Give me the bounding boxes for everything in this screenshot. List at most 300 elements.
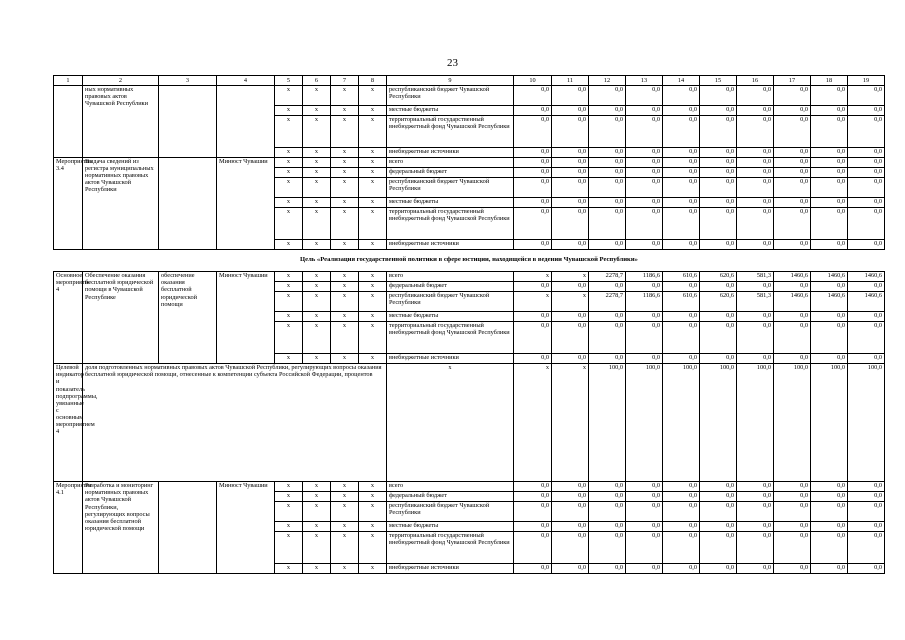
empty-cell <box>159 86 217 158</box>
value-cell: 0,0 <box>514 240 552 250</box>
value-cell: 0,0 <box>663 240 700 250</box>
value-cell: 610,6 <box>663 272 700 282</box>
funding-source-cell: республиканский бюджет Чувашской Республики <box>387 86 514 106</box>
code-cell: x <box>275 198 303 208</box>
column-header: 8 <box>359 76 387 86</box>
indicator-value-cell: 100,0 <box>589 364 626 482</box>
column-header: 17 <box>774 76 811 86</box>
value-cell: 0,0 <box>663 312 700 322</box>
value-cell: 0,0 <box>626 158 663 168</box>
value-cell: 0,0 <box>514 86 552 106</box>
value-cell: 0,0 <box>811 86 848 106</box>
indicator-value-cell: 100,0 <box>774 364 811 482</box>
empty-cell <box>159 158 217 250</box>
column-header: 13 <box>626 76 663 86</box>
value-cell: 0,0 <box>848 178 885 198</box>
value-cell: 0,0 <box>811 312 848 322</box>
column-header: 11 <box>552 76 589 86</box>
value-cell: 0,0 <box>737 282 774 292</box>
value-cell: 0,0 <box>514 502 552 522</box>
task-cell: обеспечение оказания бесплатной юридической помощи <box>159 272 217 364</box>
value-cell: 0,0 <box>589 532 626 564</box>
value-cell: 0,0 <box>552 116 589 148</box>
value-cell: 0,0 <box>774 158 811 168</box>
measure-name-cell: Обеспечение оказания бесплатной юридической помощи в Чувашской Республике <box>83 272 159 364</box>
code-cell: x <box>303 564 331 574</box>
indicator-value-cell: 100,0 <box>626 364 663 482</box>
value-cell: 0,0 <box>774 532 811 564</box>
funding-source-cell: федеральный бюджет <box>387 168 514 178</box>
value-cell: 0,0 <box>848 532 885 564</box>
code-cell: x <box>359 482 387 492</box>
code-cell: x <box>331 522 359 532</box>
value-cell: 0,0 <box>811 178 848 198</box>
value-cell: 0,0 <box>774 106 811 116</box>
value-cell: 1186,6 <box>626 272 663 282</box>
value-cell: 0,0 <box>737 168 774 178</box>
indicator-label-cell: Целевой индикатор и показатель подпрограммы, увязанные с основным мероприятием 4 <box>54 364 83 482</box>
value-cell: x <box>552 292 589 312</box>
code-cell: x <box>359 148 387 158</box>
code-cell: x <box>275 292 303 312</box>
value-cell: 0,0 <box>848 282 885 292</box>
code-cell: x <box>303 198 331 208</box>
funding-source-cell: территориальный государственный внебюджетный фонд Чувашской Республики <box>387 532 514 564</box>
value-cell: x <box>514 292 552 312</box>
value-cell: 0,0 <box>589 158 626 168</box>
goal-row <box>54 250 885 272</box>
code-cell: x <box>303 532 331 564</box>
value-cell: 0,0 <box>663 198 700 208</box>
value-cell: 0,0 <box>737 322 774 354</box>
code-cell: x <box>275 522 303 532</box>
value-cell: 0,0 <box>552 354 589 364</box>
column-header: 7 <box>331 76 359 86</box>
value-cell: 1186,6 <box>626 292 663 312</box>
value-cell: 0,0 <box>626 240 663 250</box>
code-cell: x <box>359 564 387 574</box>
measure-name-cell: Разработка и мониторинг нормативных правовых актов Чувашской Республики, регулирующих вопросы оказания бесплатной юридической помощи <box>83 482 159 574</box>
column-header: 14 <box>663 76 700 86</box>
code-cell: x <box>303 106 331 116</box>
column-header: 10 <box>514 76 552 86</box>
column-header: 6 <box>303 76 331 86</box>
indicator-value-cell: 100,0 <box>700 364 737 482</box>
value-cell: x <box>552 272 589 282</box>
value-cell: 0,0 <box>774 282 811 292</box>
value-cell: 0,0 <box>848 106 885 116</box>
code-cell: x <box>331 272 359 282</box>
value-cell: 0,0 <box>626 482 663 492</box>
code-cell: x <box>359 522 387 532</box>
value-cell: 0,0 <box>811 148 848 158</box>
code-cell: x <box>359 158 387 168</box>
value-cell: 0,0 <box>700 312 737 322</box>
value-cell: 0,0 <box>737 354 774 364</box>
code-cell: x <box>359 86 387 106</box>
value-cell: x <box>514 272 552 282</box>
value-cell: 0,0 <box>626 148 663 158</box>
value-cell: 0,0 <box>811 282 848 292</box>
value-cell: 0,0 <box>552 482 589 492</box>
funding-source-cell: местные бюджеты <box>387 312 514 322</box>
column-header: 4 <box>217 76 275 86</box>
value-cell: 0,0 <box>737 178 774 198</box>
code-cell: x <box>359 240 387 250</box>
value-cell: 0,0 <box>589 522 626 532</box>
code-cell: x <box>303 282 331 292</box>
code-cell: x <box>275 532 303 564</box>
value-cell: 0,0 <box>737 158 774 168</box>
value-cell: 0,0 <box>514 148 552 158</box>
value-cell: 0,0 <box>700 208 737 240</box>
column-header: 3 <box>159 76 217 86</box>
value-cell: 0,0 <box>589 322 626 354</box>
code-cell: x <box>303 158 331 168</box>
value-cell: 0,0 <box>663 522 700 532</box>
value-cell: 0,0 <box>589 168 626 178</box>
value-cell: 0,0 <box>737 532 774 564</box>
value-cell: 0,0 <box>811 354 848 364</box>
table-row <box>54 158 885 168</box>
value-cell: 0,0 <box>514 282 552 292</box>
value-cell: 0,0 <box>700 106 737 116</box>
value-cell: 0,0 <box>626 312 663 322</box>
measure-name-cell: ных нормативных правовых актов Чувашской Республики <box>83 86 159 158</box>
code-cell: x <box>303 312 331 322</box>
value-cell: 581,3 <box>737 292 774 312</box>
code-cell: x <box>303 492 331 502</box>
value-cell: 0,0 <box>737 492 774 502</box>
value-cell: 0,0 <box>663 178 700 198</box>
code-cell: x <box>359 116 387 148</box>
value-cell: 0,0 <box>589 106 626 116</box>
value-cell: 0,0 <box>663 322 700 354</box>
value-cell: 0,0 <box>589 564 626 574</box>
value-cell: 0,0 <box>774 322 811 354</box>
value-cell: 620,6 <box>700 292 737 312</box>
code-cell: x <box>331 312 359 322</box>
funding-source-cell: всего <box>387 158 514 168</box>
funding-source-cell: всего <box>387 482 514 492</box>
indicator-value-cell: x <box>552 364 589 482</box>
value-cell: 0,0 <box>811 532 848 564</box>
code-cell: x <box>275 564 303 574</box>
value-cell: 0,0 <box>737 198 774 208</box>
value-cell: 2278,7 <box>589 292 626 312</box>
funding-source-cell: территориальный государственный внебюджетный фонд Чувашской Республики <box>387 208 514 240</box>
code-cell: x <box>359 532 387 564</box>
funding-source-cell: территориальный государственный внебюджетный фонд Чувашской Республики <box>387 322 514 354</box>
value-cell: 0,0 <box>774 240 811 250</box>
value-cell: 0,0 <box>811 564 848 574</box>
code-cell: x <box>331 106 359 116</box>
value-cell: 0,0 <box>663 106 700 116</box>
value-cell: 0,0 <box>848 158 885 168</box>
value-cell: 0,0 <box>663 354 700 364</box>
value-cell: 0,0 <box>848 148 885 158</box>
value-cell: 0,0 <box>700 282 737 292</box>
value-cell: 0,0 <box>514 532 552 564</box>
value-cell: 0,0 <box>663 158 700 168</box>
code-cell: x <box>275 312 303 322</box>
value-cell: 0,0 <box>811 106 848 116</box>
value-cell: 0,0 <box>700 158 737 168</box>
value-cell: 0,0 <box>848 502 885 522</box>
value-cell: 0,0 <box>737 482 774 492</box>
measure-status-cell: Основное мероприятие 4 <box>54 272 83 364</box>
table-row <box>54 86 885 106</box>
value-cell: 0,0 <box>848 240 885 250</box>
value-cell: 0,0 <box>552 282 589 292</box>
value-cell: 0,0 <box>626 116 663 148</box>
value-cell: 0,0 <box>663 168 700 178</box>
value-cell: 0,0 <box>663 502 700 522</box>
value-cell: 620,6 <box>700 272 737 282</box>
value-cell: 0,0 <box>737 502 774 522</box>
code-cell: x <box>359 312 387 322</box>
table-row <box>54 482 885 492</box>
executor-cell: Минюст Чувашии <box>217 482 275 574</box>
value-cell: 0,0 <box>589 178 626 198</box>
code-cell: x <box>275 492 303 502</box>
code-cell: x <box>303 292 331 312</box>
value-cell: 0,0 <box>552 148 589 158</box>
value-cell: 1460,6 <box>774 272 811 282</box>
value-cell: 0,0 <box>514 178 552 198</box>
value-cell: 0,0 <box>774 198 811 208</box>
funding-source-cell: республиканский бюджет Чувашской Республики <box>387 292 514 312</box>
empty-cell <box>54 86 83 158</box>
code-cell: x <box>303 482 331 492</box>
code-cell: x <box>331 282 359 292</box>
value-cell: 0,0 <box>514 116 552 148</box>
value-cell: 0,0 <box>848 312 885 322</box>
indicator-text-cell: доля подготовленных нормативных правовых актов Чувашской Республики, регулирующих вопросы оказания бесплатной юридической помощи, отнесенные к компетенции субъекта Российской Федерации, процентов <box>83 364 387 482</box>
code-cell: x <box>359 208 387 240</box>
value-cell: 0,0 <box>626 354 663 364</box>
value-cell: 0,0 <box>811 482 848 492</box>
value-cell: 0,0 <box>552 208 589 240</box>
value-cell: 0,0 <box>626 492 663 502</box>
value-cell: 0,0 <box>848 492 885 502</box>
value-cell: 2278,7 <box>589 272 626 282</box>
value-cell: 0,0 <box>848 116 885 148</box>
code-cell: x <box>331 322 359 354</box>
value-cell: 0,0 <box>626 86 663 106</box>
funding-source-cell: территориальный государственный внебюджетный фонд Чувашской Республики <box>387 116 514 148</box>
value-cell: 0,0 <box>514 158 552 168</box>
value-cell: 0,0 <box>737 312 774 322</box>
funding-source-cell: республиканский бюджет Чувашской Республики <box>387 502 514 522</box>
value-cell: 0,0 <box>514 564 552 574</box>
value-cell: 0,0 <box>848 564 885 574</box>
value-cell: 0,0 <box>774 86 811 106</box>
value-cell: 0,0 <box>626 522 663 532</box>
code-cell: x <box>359 198 387 208</box>
value-cell: 0,0 <box>552 492 589 502</box>
code-cell: x <box>359 502 387 522</box>
value-cell: 0,0 <box>811 240 848 250</box>
value-cell: 0,0 <box>589 86 626 106</box>
empty-cell <box>159 482 217 574</box>
value-cell: 0,0 <box>811 322 848 354</box>
value-cell: 0,0 <box>700 148 737 158</box>
funding-source-cell: федеральный бюджет <box>387 282 514 292</box>
value-cell: 0,0 <box>774 312 811 322</box>
code-cell: x <box>331 208 359 240</box>
funding-source-cell: внебюджетные источники <box>387 148 514 158</box>
value-cell: 0,0 <box>700 240 737 250</box>
value-cell: 0,0 <box>848 208 885 240</box>
value-cell: 0,0 <box>700 178 737 198</box>
value-cell: 0,0 <box>663 208 700 240</box>
value-cell: 0,0 <box>737 564 774 574</box>
value-cell: 0,0 <box>737 148 774 158</box>
code-cell: x <box>303 148 331 158</box>
code-cell: x <box>331 168 359 178</box>
value-cell: 0,0 <box>774 354 811 364</box>
value-cell: 0,0 <box>626 502 663 522</box>
value-cell: 0,0 <box>552 522 589 532</box>
code-cell: x <box>331 482 359 492</box>
value-cell: 0,0 <box>700 86 737 106</box>
code-cell: x <box>359 106 387 116</box>
value-cell: 0,0 <box>589 148 626 158</box>
value-cell: 0,0 <box>848 86 885 106</box>
code-cell: x <box>331 502 359 522</box>
funding-source-cell: внебюджетные источники <box>387 564 514 574</box>
value-cell: 0,0 <box>589 116 626 148</box>
column-header: 18 <box>811 76 848 86</box>
code-cell: x <box>275 502 303 522</box>
code-cell: x <box>331 564 359 574</box>
value-cell: 0,0 <box>700 492 737 502</box>
value-cell: 0,0 <box>774 178 811 198</box>
value-cell: 0,0 <box>626 178 663 198</box>
code-cell: x <box>331 86 359 106</box>
column-header: 15 <box>700 76 737 86</box>
measure-status-cell: Мероприятие 4.1 <box>54 482 83 574</box>
value-cell: 0,0 <box>514 492 552 502</box>
code-cell: x <box>303 168 331 178</box>
value-cell: 0,0 <box>663 482 700 492</box>
value-cell: 0,0 <box>626 198 663 208</box>
indicator-mark-cell: x <box>387 364 514 482</box>
value-cell: 1460,6 <box>811 292 848 312</box>
value-cell: 0,0 <box>552 106 589 116</box>
code-cell: x <box>275 158 303 168</box>
code-cell: x <box>275 86 303 106</box>
code-cell: x <box>359 282 387 292</box>
indicator-value-cell: 100,0 <box>737 364 774 482</box>
column-header: 9 <box>387 76 514 86</box>
value-cell: 0,0 <box>626 106 663 116</box>
value-cell: 0,0 <box>626 532 663 564</box>
code-cell: x <box>303 86 331 106</box>
code-cell: x <box>275 178 303 198</box>
code-cell: x <box>359 354 387 364</box>
executor-cell: Минюст Чувашии <box>217 272 275 364</box>
code-cell: x <box>303 240 331 250</box>
code-cell: x <box>275 106 303 116</box>
value-cell: 0,0 <box>848 198 885 208</box>
value-cell: 0,0 <box>663 282 700 292</box>
value-cell: 0,0 <box>700 502 737 522</box>
column-header: 1 <box>54 76 83 86</box>
funding-source-cell: федеральный бюджет <box>387 492 514 502</box>
value-cell: 0,0 <box>774 492 811 502</box>
value-cell: 610,6 <box>663 292 700 312</box>
value-cell: 0,0 <box>626 282 663 292</box>
code-cell: x <box>331 292 359 312</box>
indicator-value-cell: x <box>514 364 552 482</box>
code-cell: x <box>303 354 331 364</box>
code-cell: x <box>303 208 331 240</box>
value-cell: 0,0 <box>552 502 589 522</box>
value-cell: 0,0 <box>552 158 589 168</box>
value-cell: 1460,6 <box>848 292 885 312</box>
code-cell: x <box>331 116 359 148</box>
indicator-row <box>54 364 885 482</box>
value-cell: 0,0 <box>700 322 737 354</box>
code-cell: x <box>275 272 303 282</box>
value-cell: 0,0 <box>514 198 552 208</box>
code-cell: x <box>331 148 359 158</box>
value-cell: 0,0 <box>626 564 663 574</box>
indicator-value-cell: 100,0 <box>811 364 848 482</box>
value-cell: 0,0 <box>663 86 700 106</box>
column-header: 2 <box>83 76 159 86</box>
value-cell: 0,0 <box>811 492 848 502</box>
value-cell: 0,0 <box>700 116 737 148</box>
column-header: 5 <box>275 76 303 86</box>
executor-cell: Минюст Чувашии <box>217 158 275 250</box>
code-cell: x <box>275 208 303 240</box>
value-cell: 0,0 <box>514 354 552 364</box>
code-cell: x <box>275 354 303 364</box>
value-cell: 0,0 <box>737 116 774 148</box>
value-cell: 1460,6 <box>848 272 885 282</box>
measure-status-cell: Мероприятие 3.4 <box>54 158 83 250</box>
header-row <box>54 76 885 86</box>
value-cell: 0,0 <box>514 106 552 116</box>
value-cell: 0,0 <box>700 532 737 564</box>
value-cell: 0,0 <box>737 106 774 116</box>
code-cell: x <box>359 492 387 502</box>
value-cell: 0,0 <box>848 354 885 364</box>
code-cell: x <box>331 354 359 364</box>
value-cell: 0,0 <box>774 208 811 240</box>
value-cell: 0,0 <box>514 482 552 492</box>
budget-table <box>53 75 885 574</box>
code-cell: x <box>331 240 359 250</box>
value-cell: 0,0 <box>774 502 811 522</box>
code-cell: x <box>303 502 331 522</box>
value-cell: 0,0 <box>774 148 811 158</box>
code-cell: x <box>331 492 359 502</box>
value-cell: 0,0 <box>552 86 589 106</box>
value-cell: 0,0 <box>589 282 626 292</box>
funding-source-cell: внебюджетные источники <box>387 354 514 364</box>
value-cell: 0,0 <box>700 522 737 532</box>
code-cell: x <box>275 322 303 354</box>
value-cell: 0,0 <box>589 502 626 522</box>
code-cell: x <box>359 322 387 354</box>
funding-source-cell: республиканский бюджет Чувашской Республики <box>387 178 514 198</box>
value-cell: 0,0 <box>626 208 663 240</box>
value-cell: 0,0 <box>811 158 848 168</box>
